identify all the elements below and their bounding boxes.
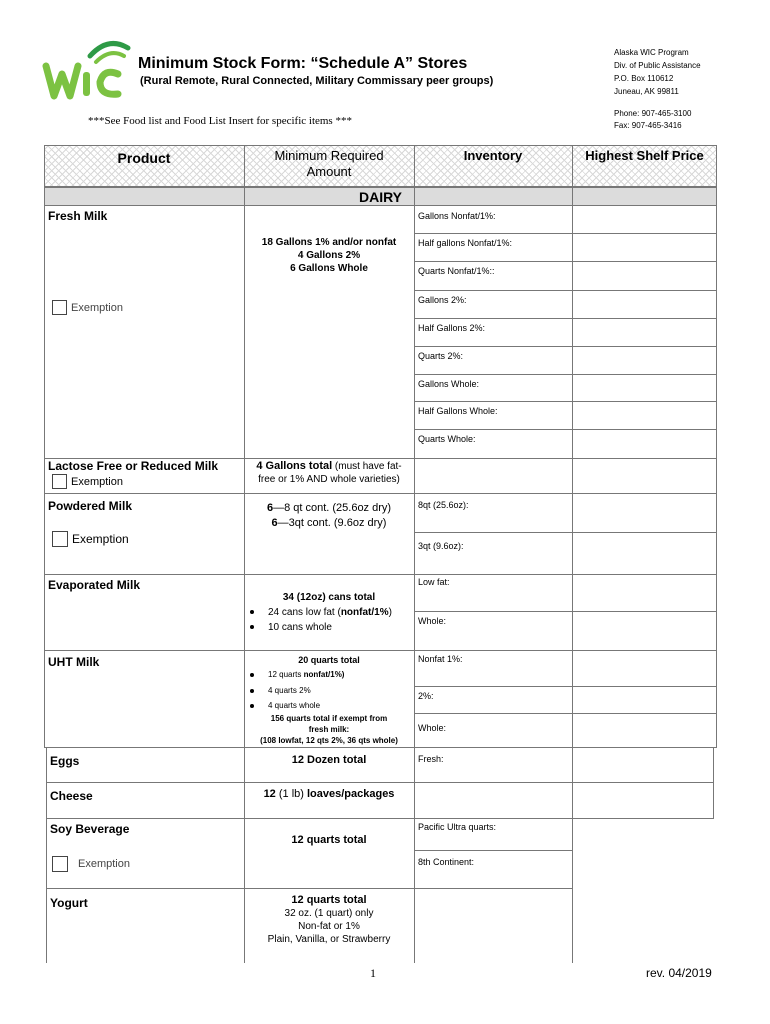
row-divider bbox=[414, 290, 717, 291]
col-header-inventory: Inventory bbox=[463, 148, 523, 163]
uht-label: UHT Milk bbox=[48, 655, 100, 669]
bullet-dot bbox=[250, 625, 254, 629]
row-divider bbox=[414, 713, 717, 714]
evaporated-bullet bbox=[250, 622, 332, 633]
row-divider bbox=[46, 818, 714, 819]
yogurt-label: Yogurt bbox=[50, 896, 88, 910]
yogurt-amount-line: 12 quarts total bbox=[291, 894, 367, 906]
uht-exempt-note bbox=[244, 713, 414, 746]
agency-address: Alaska WIC Program Div. of Public Assistance P.O. Box 110612 Juneau, AK 99811 bbox=[614, 48, 701, 96]
inventory-label: Gallons Whole: bbox=[418, 379, 480, 389]
row-divider bbox=[414, 611, 717, 612]
inventory-label: Whole: bbox=[418, 616, 447, 626]
evaporated-bullet-text: 24 cans low fat ( bbox=[268, 607, 341, 618]
inventory-label: Quarts Nonfat/1%:: bbox=[418, 266, 495, 276]
exemption-checkbox[interactable] bbox=[52, 300, 67, 315]
uht-bullet bbox=[250, 686, 311, 695]
exemption-checkbox[interactable] bbox=[52, 474, 67, 489]
row-divider bbox=[414, 318, 717, 319]
yogurt-amount bbox=[244, 894, 414, 946]
evaporated-bullet bbox=[250, 607, 392, 618]
row-divider bbox=[414, 401, 717, 402]
grid-line bbox=[44, 145, 45, 747]
uht-bullet bbox=[250, 670, 344, 679]
row-divider bbox=[414, 429, 717, 430]
fresh-milk-amount-line: 6 Gallons Whole bbox=[290, 263, 368, 274]
exemption-label: Exemption bbox=[72, 532, 129, 546]
inventory-label: Gallons Nonfat/1%: bbox=[418, 211, 496, 221]
inventory-label: Quarts 2%: bbox=[418, 351, 464, 361]
row-divider bbox=[46, 782, 714, 783]
inventory-label: 2%: bbox=[418, 691, 434, 701]
powdered-label: Powdered Milk bbox=[48, 499, 133, 513]
inventory-label: Half Gallons 2%: bbox=[418, 323, 486, 333]
section-dairy-label: DAIRY bbox=[358, 189, 403, 205]
lactose-amount-rest: (must have fat- bbox=[332, 461, 402, 472]
inventory-label: 3qt (9.6oz): bbox=[418, 541, 464, 551]
exemption-checkbox[interactable] bbox=[52, 531, 68, 547]
row-divider bbox=[44, 493, 717, 494]
row-divider bbox=[414, 346, 717, 347]
exemption-label: Exemption bbox=[71, 475, 123, 488]
inventory-label: Half Gallons Whole: bbox=[418, 406, 498, 416]
section-dairy bbox=[44, 187, 717, 206]
row-divider bbox=[414, 850, 572, 851]
bullet-dot bbox=[250, 610, 254, 614]
inventory-label: Fresh: bbox=[418, 754, 444, 764]
cheese-amount-unit: (1 lb) bbox=[278, 788, 304, 800]
yogurt-amount-line: Non-fat or 1% bbox=[298, 921, 360, 932]
yogurt-amount-line: 32 oz. (1 quart) only bbox=[284, 908, 374, 919]
lactose-amount-bold: 4 Gallons total bbox=[256, 460, 333, 472]
yogurt-amount-line: Plain, Vanilla, or Strawberry bbox=[267, 934, 391, 945]
soy-amount: 12 quarts total bbox=[291, 834, 367, 846]
inventory-label: Half gallons Nonfat/1%: bbox=[418, 238, 513, 248]
uht-bullet bbox=[250, 701, 320, 710]
grid-line bbox=[716, 145, 717, 747]
cheese-amount-text: loaves/packages bbox=[303, 788, 395, 800]
lactose-exemption[interactable] bbox=[52, 474, 123, 489]
grid-line bbox=[414, 145, 415, 963]
eggs-amount: 12 Dozen total bbox=[291, 754, 367, 766]
grid-line bbox=[713, 747, 714, 819]
evaporated-amount-title: 34 (12oz) cans total bbox=[282, 592, 376, 603]
powdered-amount-line bbox=[244, 501, 414, 516]
powdered-amount-num: 6 bbox=[271, 517, 278, 529]
exemption-label: Exemption bbox=[71, 301, 123, 314]
evaporated-bullet-text: 10 cans whole bbox=[268, 622, 332, 633]
soy-label: Soy Beverage bbox=[50, 822, 130, 836]
row-divider bbox=[414, 374, 717, 375]
bullet-dot bbox=[250, 704, 254, 708]
inventory-label: Gallons 2%: bbox=[418, 295, 467, 305]
cheese-label: Cheese bbox=[50, 789, 93, 803]
lactose-label: Lactose Free or Reduced Milk bbox=[48, 459, 219, 473]
evaporated-bullet-text: ) bbox=[388, 607, 392, 618]
uht-bullet-text: 12 quarts bbox=[268, 670, 304, 679]
powdered-amount-rest: —8 qt cont. (25.6oz dry) bbox=[273, 502, 392, 514]
inventory-label: Nonfat 1%: bbox=[418, 654, 463, 664]
eggs-label: Eggs bbox=[50, 754, 80, 768]
inventory-label: Whole: bbox=[418, 723, 447, 733]
uht-bullet-bold: nonfat/1%) bbox=[303, 670, 345, 679]
lactose-amount-line2: free or 1% AND whole varieties) bbox=[258, 474, 400, 485]
inventory-label: Low fat: bbox=[418, 577, 450, 587]
exemption-checkbox[interactable] bbox=[52, 856, 68, 872]
fresh-milk-amount bbox=[244, 236, 414, 275]
fresh-milk-exemption[interactable] bbox=[52, 300, 123, 315]
evaporated-label: Evaporated Milk bbox=[48, 578, 141, 592]
row-divider bbox=[414, 233, 717, 234]
uht-amount-title: 20 quarts total bbox=[298, 655, 360, 665]
exemption-label: Exemption bbox=[78, 858, 130, 870]
cheese-amount-text: 12 bbox=[263, 788, 279, 800]
row-divider bbox=[44, 747, 717, 748]
row-divider bbox=[46, 888, 572, 889]
page-number: 1 bbox=[370, 966, 376, 980]
grid-line bbox=[46, 747, 47, 963]
bullet-dot bbox=[250, 689, 254, 693]
soy-exemption[interactable] bbox=[52, 856, 130, 872]
row-divider bbox=[44, 650, 717, 651]
cheese-amount bbox=[244, 788, 414, 801]
uht-bullet-text: 4 quarts 2% bbox=[268, 686, 311, 695]
food-list-note: ***See Food list and Food List Insert for specific items *** bbox=[88, 115, 352, 127]
revision-date: rev. 04/2019 bbox=[646, 966, 712, 980]
col-header-product: Product bbox=[117, 150, 171, 166]
inventory-label: Quarts Whole: bbox=[418, 434, 476, 444]
row-divider bbox=[414, 532, 717, 533]
col-header-price: Highest Shelf Price bbox=[585, 148, 704, 163]
row-divider bbox=[44, 574, 717, 575]
uht-exempt-line: (108 lowfat, 12 qts 2%, 36 qts whole) bbox=[260, 736, 398, 745]
row-divider bbox=[414, 686, 717, 687]
powdered-amount bbox=[244, 501, 414, 531]
powdered-amount-line bbox=[244, 516, 414, 531]
evaporated-bullet-bold: nonfat/1% bbox=[340, 607, 389, 618]
uht-exempt-line: fresh milk: bbox=[308, 725, 350, 734]
form-subtitle: (Rural Remote, Rural Connected, Military Commissary peer groups) bbox=[140, 75, 494, 87]
inventory-label: Pacific Ultra quarts: bbox=[418, 822, 497, 832]
grid-line bbox=[572, 145, 573, 963]
inventory-label: 8th Continent: bbox=[418, 857, 475, 867]
fresh-milk-amount-line: 4 Gallons 2% bbox=[297, 250, 361, 261]
bullet-dot bbox=[250, 673, 254, 677]
form-title: Minimum Stock Form: “Schedule A” Stores bbox=[138, 55, 468, 72]
powdered-amount-num: 6 bbox=[266, 502, 274, 514]
powdered-exemption[interactable] bbox=[52, 531, 129, 547]
uht-exempt-line: 156 quarts total if exempt from bbox=[270, 714, 388, 723]
row-divider bbox=[414, 261, 717, 262]
fresh-milk-label: Fresh Milk bbox=[48, 209, 108, 223]
col-header-minimum: Minimum Required Amount bbox=[274, 148, 384, 179]
wic-logo bbox=[42, 34, 134, 106]
inventory-label: 8qt (25.6oz): bbox=[418, 500, 469, 510]
fresh-milk-amount-line: 18 Gallons 1% and/or nonfat bbox=[261, 237, 397, 248]
agency-contact: Phone: 907-465-3100 Fax: 907-465-3416 bbox=[614, 109, 692, 130]
uht-bullet-text: 4 quarts whole bbox=[268, 701, 321, 710]
powdered-amount-rest: —3qt cont. (9.6oz dry) bbox=[277, 517, 387, 529]
lactose-amount bbox=[244, 460, 414, 486]
